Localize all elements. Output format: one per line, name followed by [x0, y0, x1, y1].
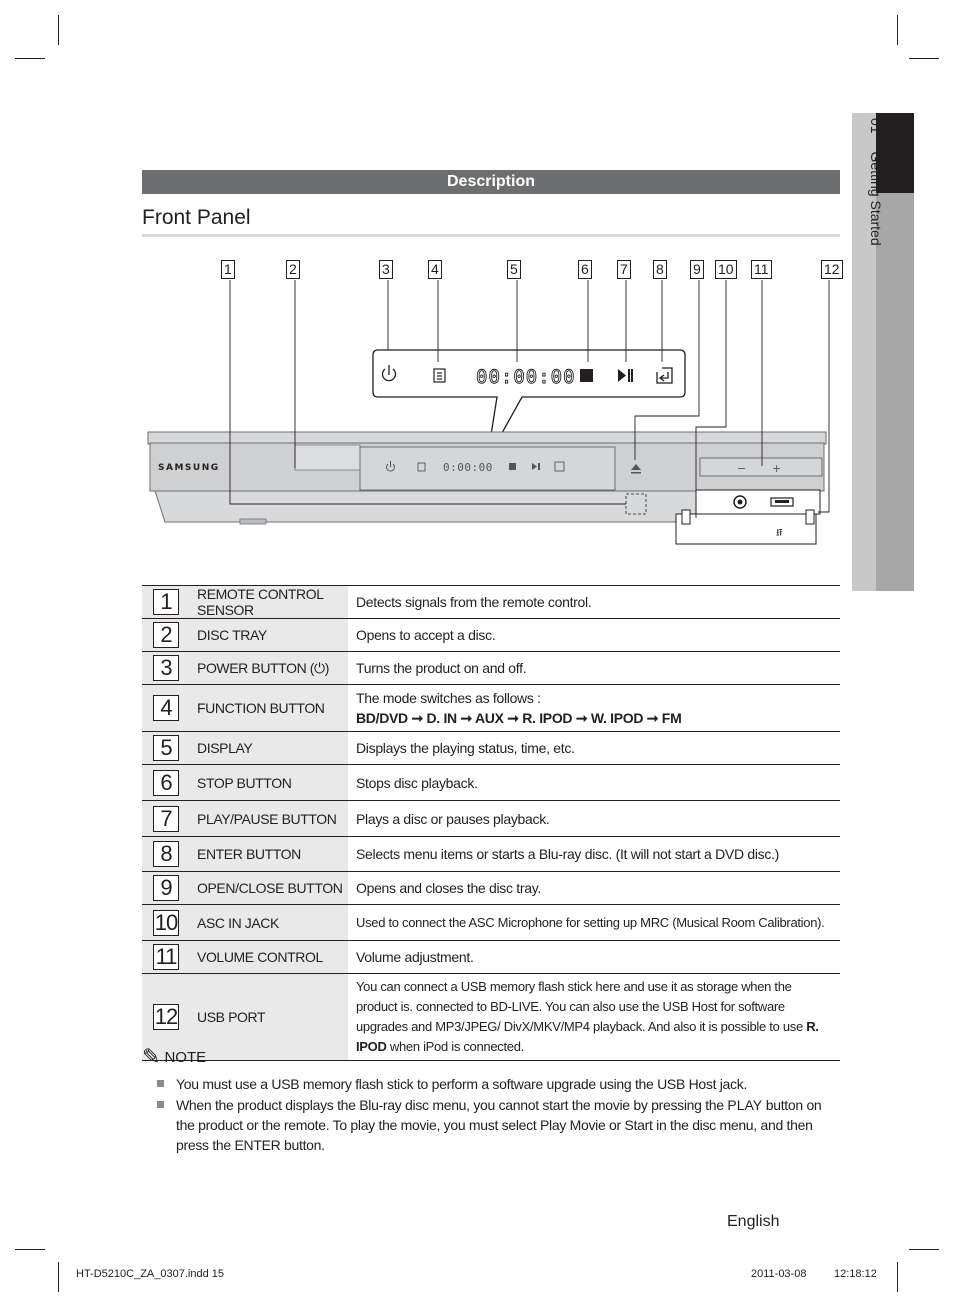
row-number: 5 — [153, 735, 179, 761]
title-rule — [142, 234, 840, 237]
zoom-display-digits: 00:00:00 — [476, 366, 576, 388]
front-panel-illustration — [140, 280, 840, 550]
crop-mark — [15, 58, 45, 59]
callout-12: 12 — [821, 260, 843, 279]
front-panel-table — [142, 585, 840, 1061]
table-row — [142, 586, 840, 619]
row-name: OPEN/CLOSE BUTTON — [190, 872, 348, 905]
callout-1: 1 — [221, 260, 235, 279]
brand-logo: SAMSUNG — [158, 463, 220, 473]
row-desc: You can connect a USB memory flash stick here and use it as storage when the product is. connected to BD-LIVE. You can also use the USB Host for software upgrades and MP3/JPEG/ DivX/MKV/MP4 playback. And also it is possible to use R. IPOD when iPod is connected. — [348, 974, 840, 1061]
row-name: PLAY/PAUSE BUTTON — [190, 801, 348, 837]
footer-file: HT-D5210C_ZA_0307.indd 15 — [76, 1268, 224, 1280]
row-name: USB PORT — [190, 974, 348, 1061]
note-item: When the product displays the Blu-ray disc menu, you cannot start the movie by pressing the PLAY button on the product or the remote. To play the movie, you must select Play Movie or Start in the disc menu, and then press the ENTER button. — [142, 1095, 842, 1155]
footer-time: 12:18:12 — [834, 1268, 877, 1280]
note-heading — [142, 1046, 842, 1068]
callout-7: 7 — [617, 260, 631, 279]
footer-date: 2011-03-08 — [751, 1268, 807, 1280]
pencil-icon: ✎ — [142, 1044, 161, 1069]
row-number: 4 — [153, 695, 179, 721]
row-desc: Used to connect the ASC Microphone for setting up MRC (Musical Room Calibration). — [348, 905, 840, 941]
crop-mark — [58, 15, 59, 45]
table-row — [142, 941, 840, 974]
table-row — [142, 619, 840, 652]
row-desc: Stops disc playback. — [348, 765, 840, 801]
row-name: FUNCTION BUTTON — [190, 685, 348, 732]
function-mode-sequence: BD/DVD ➞ D. IN ➞ AUX ➞ R. IPOD ➞ W. IPOD ➞ FM — [356, 710, 682, 726]
page-language: English — [727, 1213, 780, 1230]
power-icon: ⏻ — [314, 659, 325, 676]
row-desc: Plays a disc or pauses playback. — [348, 801, 840, 837]
row-number: 9 — [153, 875, 179, 901]
bullet-icon — [157, 1080, 164, 1087]
row-name: VOLUME CONTROL — [190, 941, 348, 974]
crop-mark — [897, 15, 898, 45]
row-name: DISPLAY — [190, 732, 348, 765]
row-name: ASC IN JACK — [190, 905, 348, 941]
note-title: NOTE — [164, 1048, 207, 1066]
table-row — [142, 765, 840, 801]
row-number: 10 — [154, 909, 178, 935]
row-name: ENTER BUTTON — [190, 837, 348, 872]
chapter-label — [868, 118, 884, 246]
callout-11: 11 — [751, 260, 772, 279]
callout-6: 6 — [578, 260, 592, 279]
row-desc: Opens to accept a disc. — [348, 619, 840, 652]
row-desc: Volume adjustment. — [348, 941, 840, 974]
row-number: 3 — [153, 655, 179, 681]
table-row — [142, 652, 840, 685]
player-foot — [240, 519, 266, 524]
row-number: 6 — [153, 770, 179, 796]
player-body-top — [148, 432, 826, 444]
callout-4: 4 — [428, 260, 442, 279]
crop-mark — [15, 1249, 45, 1250]
callout-8: 8 — [653, 260, 667, 279]
panel-stop-icon — [509, 463, 516, 470]
row-name: POWER BUTTON (⏻) — [190, 652, 348, 685]
row-name: DISC TRAY — [190, 619, 348, 652]
row-name: REMOTE CONTROL SENSOR — [190, 586, 348, 619]
volume-control — [700, 458, 822, 476]
callout-5: 5 — [507, 260, 521, 279]
page-title: Front Panel — [142, 206, 251, 229]
crop-mark — [909, 1249, 939, 1250]
crop-mark — [897, 1262, 898, 1292]
row-number: 1 — [153, 589, 179, 615]
row-name: STOP BUTTON — [190, 765, 348, 801]
usb-symbol: ⭿ — [776, 528, 783, 539]
port-cover — [676, 514, 816, 544]
section-bar: Description — [142, 170, 840, 194]
row-desc — [348, 685, 840, 732]
bullet-icon — [157, 1101, 164, 1108]
note-section — [142, 1046, 842, 1156]
chapter-tab-gray — [876, 193, 914, 591]
note-item: You must use a USB memory flash stick to perform a software upgrade using the USB Host jack. — [142, 1074, 842, 1094]
row-number: 12 — [154, 1004, 178, 1029]
note-list — [142, 1074, 842, 1155]
row-number: 2 — [153, 622, 179, 648]
disc-tray — [295, 445, 360, 470]
table-row — [142, 872, 840, 905]
table-row — [142, 801, 840, 837]
zoom-stop-icon — [580, 369, 593, 382]
table-row — [142, 732, 840, 765]
row-desc: Displays the playing status, time, etc. — [348, 732, 840, 765]
jack-area — [696, 490, 820, 514]
callout-2: 2 — [286, 260, 300, 279]
row-desc: Turns the product on and off. — [348, 652, 840, 685]
volume-plus: + — [772, 462, 782, 475]
row-number: 7 — [153, 806, 179, 832]
row-number: 8 — [153, 841, 179, 867]
callout-9: 9 — [690, 260, 704, 279]
chapter-title: Getting Started — [868, 151, 884, 246]
table-row — [142, 685, 840, 732]
callout-10: 10 — [715, 260, 737, 279]
row-desc-line: The mode switches as follows : — [356, 690, 541, 706]
panel-display-digits: 0:00:00 — [443, 461, 493, 474]
crop-mark — [58, 1262, 59, 1292]
crop-mark — [909, 58, 939, 59]
row-desc: Selects menu items or starts a Blu-ray disc. (It will not start a DVD disc.) — [348, 837, 840, 872]
row-desc: Opens and closes the disc tray. — [348, 872, 840, 905]
table-row — [142, 905, 840, 941]
row-number: 11 — [153, 944, 179, 970]
table-row — [142, 837, 840, 872]
row-desc: Detects signals from the remote control. — [348, 586, 840, 619]
callout-3: 3 — [379, 260, 393, 279]
chapter-number: 01 — [868, 118, 884, 134]
volume-minus: − — [737, 462, 747, 475]
